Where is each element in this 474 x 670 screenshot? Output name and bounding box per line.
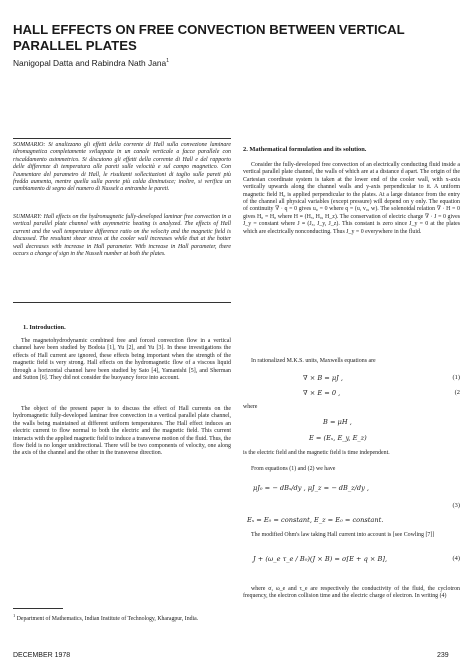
footer-date: DECEMBER 1978 <box>13 652 71 659</box>
equation-b-definition: B = μH , <box>323 418 352 426</box>
equation-3-number: (3) <box>452 502 460 509</box>
intro-paragraph-1: The magnetohydrodynamic combined free and forced convection flow in a vertical channel have been studied by Bodoia [1], Yu [2], and Yu [3]. In these investigations the effects of Hall current are ignored, these effects being important when the strength of the magnetic field is very strong. Hall effects on the hydromagnetic flow of a viscous liquid through a horizontal channel have been studied by Sato [4], Yamanishi [5], and Sherman and Sutton [6]. They did not consider the buoyancy force into account. <box>13 338 231 382</box>
sommario-paragraph <box>13 142 231 194</box>
section-2-paragraph-3: is the electric field and the magnetic field is time independent. <box>243 450 390 456</box>
summary-text: Hall effects on the hydromagnetic fully-developed laminar free convection in a vertical parallel plate channel with asymmetric heating is analyzed. The effects of Hall current and the wall temperature difference ratio on the velocity and the magnetic field is discussed. The resultant shear stress at the cooler wall increases while that at the hotter wall decreases with increase in Hall parameter. With increase in Hall parameter, there occurs a change of sign in the Nusselt number at both the plates. <box>13 214 231 258</box>
where-label: where <box>243 404 258 410</box>
section-2-paragraph-2: In rationalized M.K.S. units, Maxwells equations are <box>251 358 376 364</box>
sommario-label: SOMMARIO: <box>13 142 46 148</box>
sommario-text: Si analizzano gli effetti della corrente di Hall sulla convezione laminare idromagnetica completamente sviluppata in un canale verticale a facce parallele con riscaldamento asimmetrico. Si discutono gli effetti della corrente di Hall e del rapporto delle differenze di temperatura alle pareti sulle velocità e sul campo magnetico. Con l'aumentare del parametro di Hall, le risultanti sollecitazioni di taglio sulle pareti più fredda aumenta, mentre quella sulla parete più calda diminuisce; inoltre, si verifica un cambiamento di segno del numero di Nusselt a entrambe le pareti. <box>13 142 231 193</box>
footnote-rule <box>13 608 63 609</box>
footnote <box>13 612 231 623</box>
abstract-bottom-rule <box>13 302 231 303</box>
section-2-paragraph-1: Consider the fully-developed free convection of an electrically conducting fluid inside a vertical parallel plate channel, the walls of which are at a distance d apart. The origin of the Cartesian coordinate system is taken at the lower end of the cooler wall, with x-axis vertically upwards along the channel walls and y-axis perpendicular to it. A uniform magnetic field H₀ is applied perpendicular to the plates. At a large distance from the entry of the channel all physical variables (except pressure) will depend on y only. The equation of continuity ∇ · q = 0 gives u₀ = 0 where q = (u, v₀, w). The solenoidal relation ∇ · H = 0 gives H₀ = H₀ where H ≡ (Hₓ, H₀, H_z). The conservation of electric charge ∇ · J = 0 gives J_y = constant where J ≡ (Jₓ, J_y, J_z). This constant is zero since J_y = 0 at the plates which are electrically nonconducting. Thus J_y = 0 everywhere in the fluid. <box>243 162 460 235</box>
section-2-paragraph-5: The modified Ohm's law taking Hall current into account is [see Cowling [7]] <box>251 532 435 538</box>
equation-4 <box>253 555 460 563</box>
paper-title: HALL EFFECTS ON FREE CONVECTION BETWEEN VERTICAL PARALLEL PLATES <box>13 22 405 53</box>
equation-4-body: J + (ω_e τ_e / B₀)(J × B) = σ[E + q × B], <box>253 555 388 563</box>
equation-1 <box>303 374 460 382</box>
author-footnote-mark: 1 <box>166 58 169 65</box>
abstract-top-rule <box>13 138 231 139</box>
page-number: 239 <box>437 652 449 659</box>
equation-e-definition: E = (Eₓ, E_y, E_z) <box>309 434 367 442</box>
equation-1-body: ∇ × B = μJ , <box>303 374 344 382</box>
footnote-text: Department of Mathematics, Indian Institute of Technology, Kharagpur, India. <box>16 615 199 622</box>
footnote-mark: 1 <box>13 613 16 618</box>
author-names: Nanigopal Datta and Rabindra Nath Jana <box>13 58 167 68</box>
section-2-paragraph-6: where σ, ω_e and τ_e are respectively the conductivity of the fluid, the cyclotron frequency, the electron collision time and the electric charge of electron. In writing (4) <box>243 586 460 600</box>
equation-3-fields-body: Eₓ = E₀ = constant, E_z = E₀ = constant. <box>247 516 384 524</box>
equation-1-number: (1) <box>452 374 460 381</box>
introduction-heading: 1. Introduction. <box>23 324 66 331</box>
intro-paragraph-2: The object of the present paper is to discuss the effect of Hall currents on the hydromagnetic fully-developed laminar free convection in a vertical parallel plate channel, the walls being maintained at different uniform temperatures. The Hall effect induces an electric current to flow normal to both the electric and the magnetic field. This current interacts with the applied magnetic field to induce a transverse motion of the fluid. Thus, the flow field is no longer unidirectional. There will be two components of velocity, one along the axis of the channel and the other in the transverse direction. <box>13 406 231 457</box>
equation-2-number: (2 <box>454 389 460 396</box>
equation-3-fields <box>247 516 460 524</box>
summary-paragraph <box>13 214 231 258</box>
equation-3-currents: μJ₀ = − dBₓ/dy , μJ_z = − dB_z/dy , <box>253 484 370 492</box>
authors <box>13 58 169 68</box>
equation-2-body: ∇ × E = 0 , <box>303 389 341 397</box>
equation-4-number: (4) <box>452 555 460 562</box>
section-2-heading: 2. Mathematical formulation and its solution. <box>243 146 367 153</box>
equation-2 <box>303 389 460 397</box>
summary-label: SUMMARY: <box>13 214 42 220</box>
section-2-paragraph-4: From equations (1) and (2) we have <box>251 466 336 472</box>
